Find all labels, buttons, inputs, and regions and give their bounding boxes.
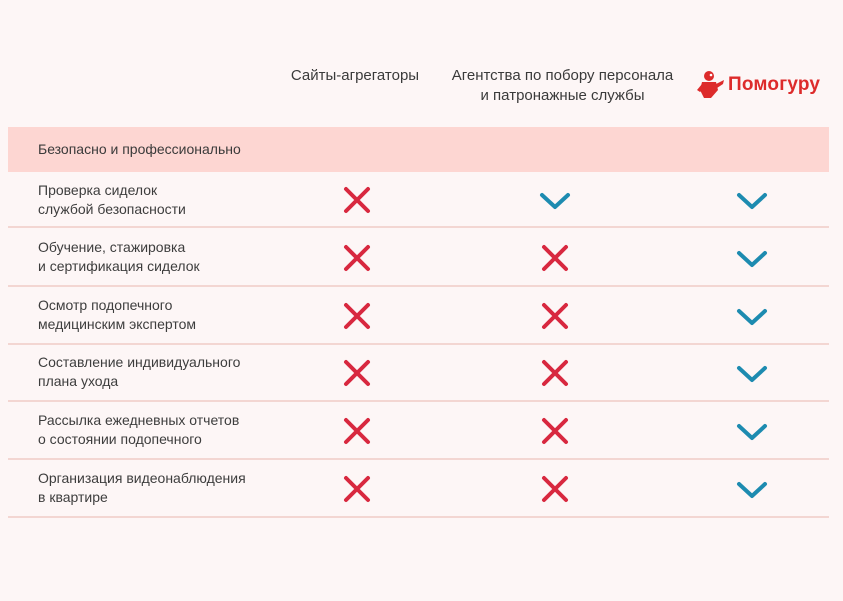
- cross-icon: [539, 300, 571, 332]
- mark-pomoguru: [736, 184, 768, 216]
- cross-icon: [341, 242, 373, 274]
- section-title: Безопасно и профессионально: [38, 141, 241, 157]
- mark-aggregators: [341, 300, 373, 332]
- row-label: Составление индивидуального плана ухода: [38, 354, 241, 389]
- mark-aggregators: [341, 184, 373, 216]
- mark-agencies: [539, 473, 571, 505]
- mark-agencies: [539, 184, 571, 216]
- cross-icon: [539, 357, 571, 389]
- row-label: Осмотр подопечного медицинским экспертом: [38, 297, 197, 332]
- check-icon: [736, 415, 768, 447]
- mark-agencies: [539, 242, 571, 274]
- cross-icon: [341, 357, 373, 389]
- mark-aggregators: [341, 415, 373, 447]
- cross-icon: [341, 300, 373, 332]
- brand-mascot-icon: [696, 68, 726, 102]
- check-icon: [736, 184, 768, 216]
- column-header-aggregators: Сайты-агрегаторы: [290, 67, 420, 84]
- table-row: [8, 229, 829, 287]
- table-row: [8, 344, 829, 402]
- cross-icon: [539, 242, 571, 274]
- table-row: [8, 287, 829, 345]
- cross-icon: [341, 184, 373, 216]
- brand-name: Помогуру: [728, 74, 821, 95]
- check-icon: [736, 357, 768, 389]
- mark-pomoguru: [736, 473, 768, 505]
- mark-aggregators: [341, 357, 373, 389]
- brand-logo: [696, 68, 820, 102]
- mark-aggregators: [341, 242, 373, 274]
- cross-icon: [341, 473, 373, 505]
- row-label: Обучение, стажировка и сертификация сиделок: [38, 239, 200, 274]
- row-label: Проверка сиделок службой безопасности: [38, 182, 186, 217]
- mark-pomoguru: [736, 357, 768, 389]
- mark-pomoguru: [736, 242, 768, 274]
- check-icon: [736, 473, 768, 505]
- cross-icon: [539, 473, 571, 505]
- row-label: Организация видеонаблюдения в квартире: [38, 470, 246, 505]
- mark-aggregators: [341, 473, 373, 505]
- table-row: [8, 460, 829, 518]
- table-header: [0, 0, 843, 127]
- mark-agencies: [539, 300, 571, 332]
- mark-pomoguru: [736, 300, 768, 332]
- section-header: [8, 127, 829, 172]
- mark-agencies: [539, 357, 571, 389]
- check-icon: [736, 300, 768, 332]
- cross-icon: [539, 415, 571, 447]
- check-icon: [539, 184, 571, 216]
- column-header-agencies: Агентства по побору персонала и патронажные службы: [451, 67, 674, 104]
- table-row: [8, 402, 829, 460]
- mark-agencies: [539, 415, 571, 447]
- table-row: [8, 172, 829, 228]
- mark-pomoguru: [736, 415, 768, 447]
- row-label: Рассылка ежедневных отчетов о состоянии подопечного: [38, 412, 240, 447]
- cross-icon: [341, 415, 373, 447]
- check-icon: [736, 242, 768, 274]
